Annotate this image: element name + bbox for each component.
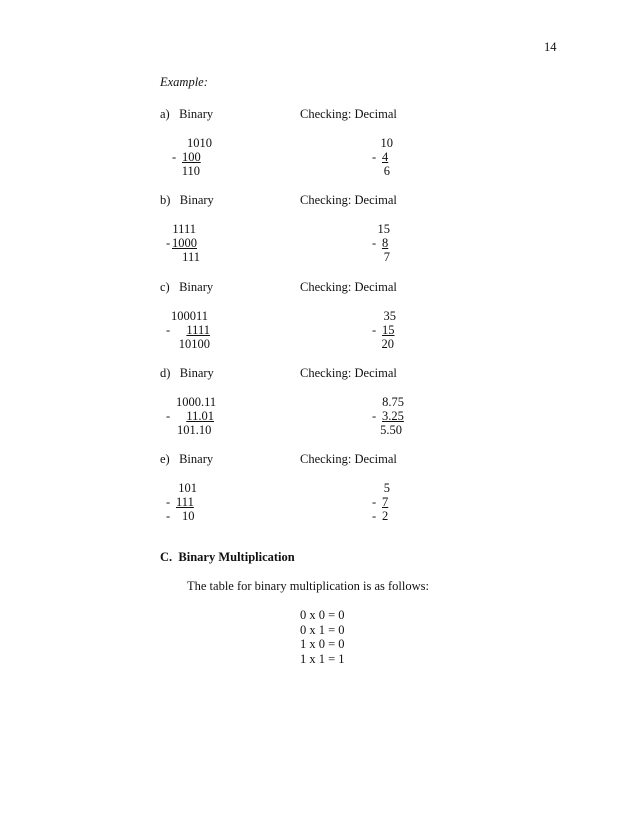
example-b-minus: - — [166, 236, 171, 250]
example-a-dec-subtrahend: 4 — [382, 150, 389, 164]
page-number: 14 — [544, 40, 557, 54]
example-b-subtrahend: 1000 — [172, 236, 197, 250]
example-b-dec-minus: - — [372, 236, 377, 250]
example-e-dec-minus-1: - — [372, 495, 377, 509]
example-a-dec-minus: - — [372, 150, 377, 164]
example-a-minus: - — [172, 150, 177, 164]
example-a-label: a) Binary — [160, 107, 214, 121]
example-b-dec-minuend: 15 — [377, 222, 390, 236]
example-e-minus-2: - — [166, 509, 171, 523]
example-a-minuend: 1010 — [187, 136, 212, 150]
example-b-dec-result: 7 — [383, 250, 390, 264]
example-d-dec-result: 5.50 — [380, 423, 402, 437]
example-e-dec-result: 2 — [382, 509, 389, 523]
example-d-dec-minus: - — [372, 409, 377, 423]
example-e-result: 10 — [182, 509, 195, 523]
example-e-minuend: 101 — [178, 481, 197, 495]
example-d-subtrahend: 11.01 — [186, 409, 214, 423]
example-a-dec-result: 6 — [383, 164, 390, 178]
multiplication-row: 1 x 0 = 0 — [300, 637, 345, 651]
example-c-dec-minus: - — [372, 323, 377, 337]
example-d-checking: Checking: Decimal — [300, 366, 397, 380]
example-d-minuend: 1000.11 — [176, 395, 217, 409]
example-a-subtrahend: 100 — [182, 150, 201, 164]
example-a-checking: Checking: Decimal — [300, 107, 397, 121]
example-e-dec-minus-2: - — [372, 509, 377, 523]
example-e-subtrahend: 111 — [176, 495, 194, 509]
example-e-dec-minuend: 5 — [383, 481, 390, 495]
multiplication-row: 0 x 0 = 0 — [300, 608, 345, 622]
example-c-label: c) Binary — [160, 280, 214, 294]
section-c-intro: The table for binary multiplication is as follows: — [187, 579, 429, 593]
example-a-dec-minuend: 10 — [380, 136, 393, 150]
multiplication-row: 0 x 1 = 0 — [300, 623, 345, 637]
example-c-result: 10100 — [178, 337, 210, 351]
example-d-minus: - — [166, 409, 171, 423]
example-e-label: e) Binary — [160, 452, 214, 466]
example-d-dec-subtrahend: 3.25 — [382, 409, 404, 423]
example-c-minus: - — [166, 323, 171, 337]
example-d-dec-minuend: 8.75 — [382, 395, 404, 409]
example-c-minuend: 100011 — [170, 309, 208, 323]
example-heading: Example: — [160, 75, 208, 89]
example-e-checking: Checking: Decimal — [300, 452, 397, 466]
example-c-dec-minuend: 35 — [383, 309, 396, 323]
multiplication-row: 1 x 1 = 1 — [300, 652, 345, 666]
example-b-dec-subtrahend: 8 — [382, 236, 389, 250]
example-b-result: 111 — [182, 250, 200, 264]
example-d-result: 101.10 — [177, 423, 212, 437]
example-b-minuend: 1111 — [172, 222, 196, 236]
example-c-subtrahend: 1111 — [186, 323, 210, 337]
example-c-dec-result: 20 — [381, 337, 394, 351]
example-a-result: 110 — [181, 164, 200, 178]
example-c-checking: Checking: Decimal — [300, 280, 397, 294]
example-b-label: b) Binary — [160, 193, 214, 207]
example-e-minus-1: - — [166, 495, 171, 509]
example-c-dec-subtrahend: 15 — [382, 323, 395, 337]
example-b-checking: Checking: Decimal — [300, 193, 397, 207]
section-c-heading: C. Binary Multiplication — [160, 550, 295, 564]
example-d-label: d) Binary — [160, 366, 214, 380]
example-e-dec-subtrahend: 7 — [382, 495, 389, 509]
